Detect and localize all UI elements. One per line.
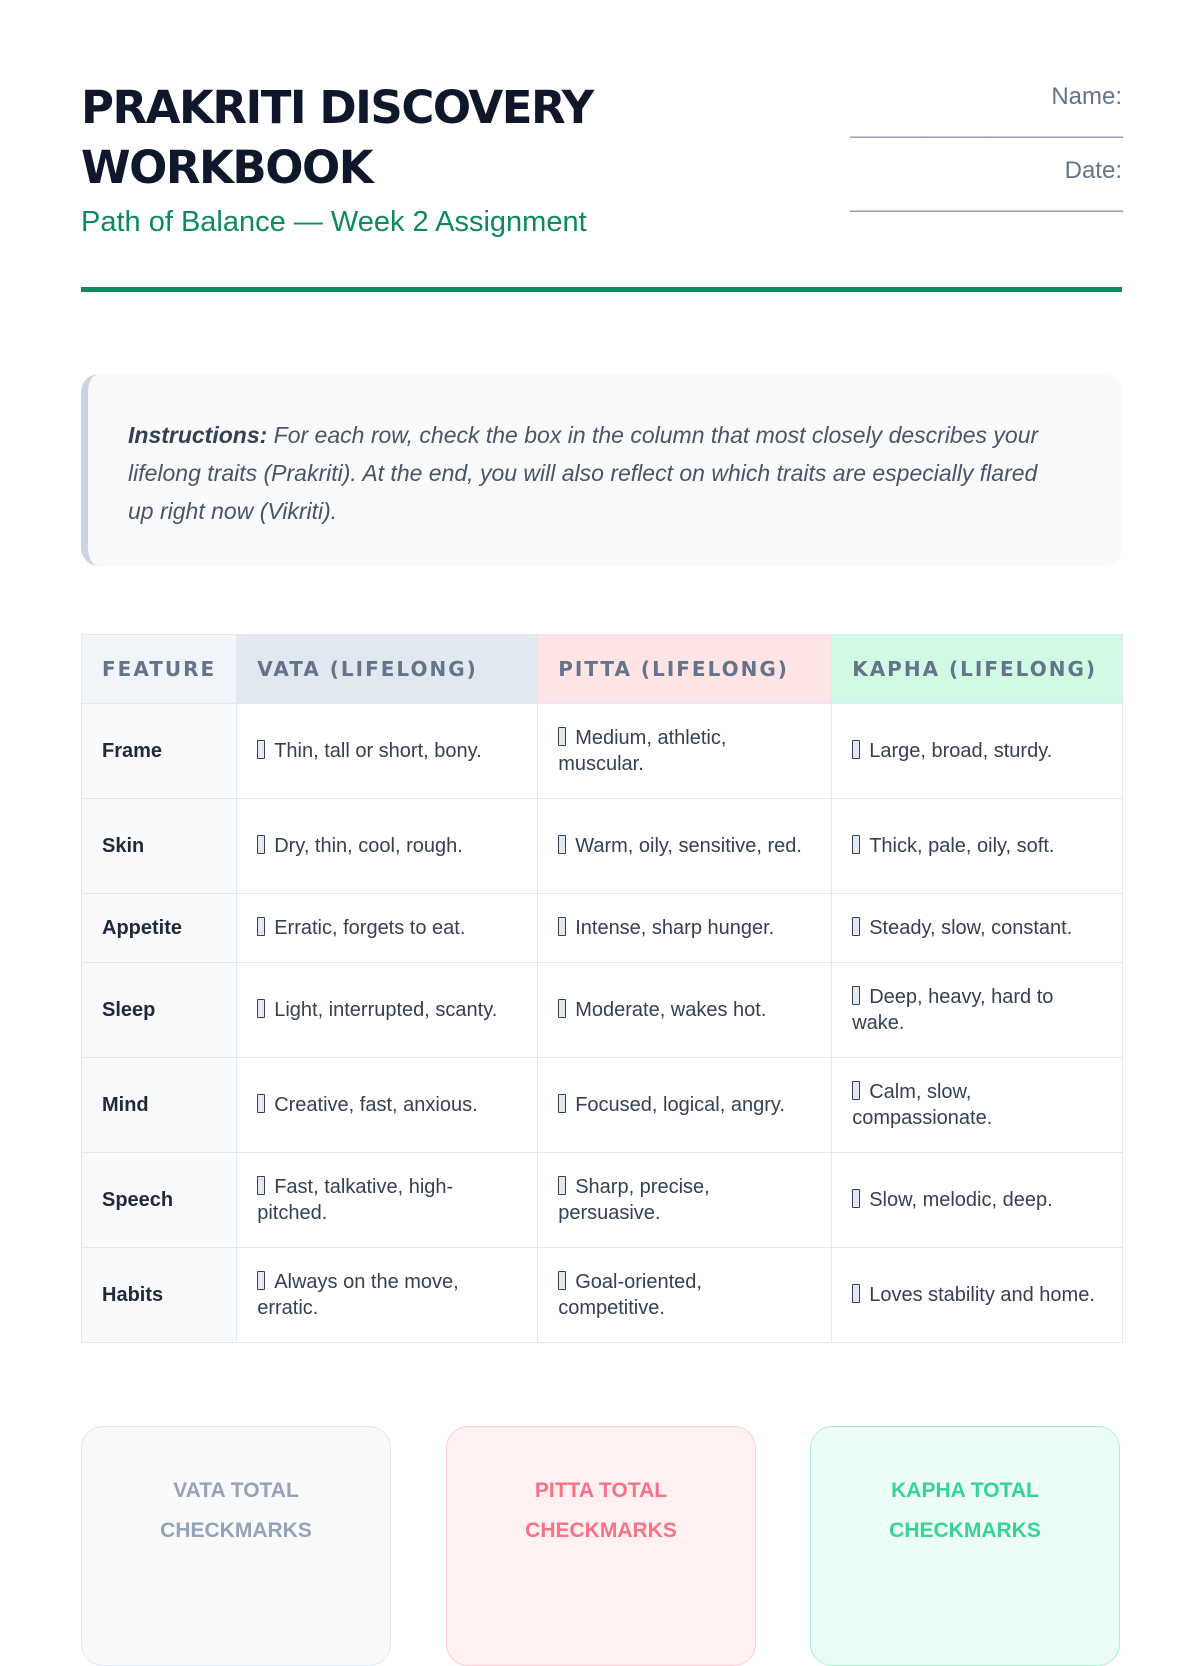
table-header-row xyxy=(82,635,1123,704)
kapha-cell xyxy=(832,1248,1123,1343)
trait-text: Deep, heavy, hard to wake. xyxy=(852,986,1054,1034)
trait-text: Steady, slow, constant. xyxy=(869,917,1073,939)
checkbox-icon[interactable] xyxy=(558,727,566,746)
trait-text: Loves stability and home. xyxy=(869,1284,1095,1306)
checkbox-icon[interactable] xyxy=(558,999,566,1018)
column-header-kapha: KAPHA (LIFELONG) xyxy=(832,635,1123,704)
checkbox-icon[interactable] xyxy=(852,986,860,1005)
trait-text: Slow, melodic, deep. xyxy=(869,1189,1053,1211)
kapha-cell xyxy=(832,1153,1123,1248)
trait-text: Sharp, precise, persuasive. xyxy=(558,1176,710,1224)
checkbox-icon[interactable] xyxy=(852,1081,860,1100)
vata-cell xyxy=(237,1058,538,1153)
pitta-total-label: PITTA TOTAL CHECKMARKS xyxy=(525,1479,677,1542)
trait-text: Thick, pale, oily, soft. xyxy=(869,835,1055,857)
vata-cell xyxy=(237,704,538,799)
kapha-total-label: KAPHA TOTAL CHECKMARKS xyxy=(889,1479,1041,1542)
instructions-text: For each row, check the box in the column that most closely describes your lifelong traits (Prakriti). At the end, you will also reflect on which traits are especially flared up right now (Vikriti). xyxy=(128,422,1039,524)
checkbox-icon[interactable] xyxy=(558,1271,566,1290)
kapha-cell xyxy=(832,1058,1123,1153)
pitta-cell xyxy=(538,963,832,1058)
checkbox-icon[interactable] xyxy=(257,917,265,936)
table-row xyxy=(82,1153,1123,1248)
name-field[interactable]: ______________________ xyxy=(850,112,1122,139)
page-subtitle: Path of Balance — Week 2 Assignment xyxy=(81,206,587,238)
checkbox-icon[interactable] xyxy=(257,835,265,854)
trait-text: Erratic, forgets to eat. xyxy=(274,917,466,939)
name-date-block xyxy=(850,78,1122,230)
table-row xyxy=(82,799,1123,894)
checkbox-icon[interactable] xyxy=(852,740,860,759)
table-row xyxy=(82,704,1123,799)
checkbox-icon[interactable] xyxy=(558,1094,566,1113)
column-header-vata: VATA (LIFELONG) xyxy=(237,635,538,704)
vata-total-label: VATA TOTAL CHECKMARKS xyxy=(160,1479,312,1542)
vata-cell xyxy=(237,799,538,894)
pitta-total-box[interactable] xyxy=(446,1426,756,1666)
worksheet-header xyxy=(81,78,1122,239)
table-row xyxy=(82,1248,1123,1343)
kapha-cell xyxy=(832,704,1123,799)
kapha-cell xyxy=(832,894,1123,963)
trait-text: Focused, logical, angry. xyxy=(575,1094,785,1116)
table-row xyxy=(82,1058,1123,1153)
trait-text: Always on the move, erratic. xyxy=(257,1271,459,1319)
checkbox-icon[interactable] xyxy=(257,1094,265,1113)
column-header-feature: FEATURE xyxy=(82,635,237,704)
trait-text: Fast, talkative, high-pitched. xyxy=(257,1176,454,1224)
instructions-box xyxy=(81,374,1122,566)
checkbox-icon[interactable] xyxy=(852,917,860,936)
trait-text: Warm, oily, sensitive, red. xyxy=(575,835,802,857)
trait-text: Intense, sharp hunger. xyxy=(575,917,775,939)
checkbox-icon[interactable] xyxy=(257,1271,265,1290)
pitta-cell xyxy=(538,799,832,894)
date-label: Date: xyxy=(1064,157,1122,184)
checkbox-icon[interactable] xyxy=(852,1189,860,1208)
checkbox-icon[interactable] xyxy=(257,1176,265,1195)
checkbox-icon[interactable] xyxy=(558,1176,566,1195)
instructions-lead: Instructions: xyxy=(128,422,268,448)
feature-cell: Sleep xyxy=(82,963,237,1058)
pitta-cell xyxy=(538,1153,832,1248)
pitta-cell xyxy=(538,704,832,799)
pitta-cell xyxy=(538,1248,832,1343)
feature-cell: Mind xyxy=(82,1058,237,1153)
feature-cell: Speech xyxy=(82,1153,237,1248)
name-label: Name: xyxy=(1051,83,1122,110)
checkbox-icon[interactable] xyxy=(257,740,265,759)
feature-cell: Appetite xyxy=(82,894,237,963)
trait-text: Calm, slow, compassionate. xyxy=(852,1081,993,1129)
feature-cell: Habits xyxy=(82,1248,237,1343)
column-header-pitta: PITTA (LIFELONG) xyxy=(538,635,832,704)
table-row xyxy=(82,894,1123,963)
trait-text: Moderate, wakes hot. xyxy=(575,999,767,1021)
page-title: PRAKRITI DISCOVERY WORKBOOK xyxy=(81,81,593,194)
kapha-cell xyxy=(832,799,1123,894)
vata-total-box[interactable] xyxy=(81,1426,391,1666)
pitta-cell xyxy=(538,1058,832,1153)
feature-cell: Frame xyxy=(82,704,237,799)
trait-text: Medium, athletic, muscular. xyxy=(558,727,727,775)
checkbox-icon[interactable] xyxy=(852,835,860,854)
checkbox-icon[interactable] xyxy=(558,917,566,936)
trait-text: Light, interrupted, scanty. xyxy=(274,999,498,1021)
trait-text: Dry, thin, cool, rough. xyxy=(274,835,463,857)
kapha-cell xyxy=(832,963,1123,1058)
kapha-total-box[interactable] xyxy=(810,1426,1120,1666)
vata-cell xyxy=(237,894,538,963)
trait-text: Creative, fast, anxious. xyxy=(274,1094,478,1116)
checkbox-icon[interactable] xyxy=(257,999,265,1018)
header-divider xyxy=(81,287,1122,292)
checkbox-icon[interactable] xyxy=(558,835,566,854)
trait-text: Thin, tall or short, bony. xyxy=(274,740,482,762)
date-field[interactable]: ______________________ xyxy=(850,186,1122,213)
vata-cell xyxy=(237,1248,538,1343)
trait-text: Goal-oriented, competitive. xyxy=(558,1271,702,1319)
traits-table xyxy=(81,634,1123,1343)
table-row xyxy=(82,963,1123,1058)
pitta-cell xyxy=(538,894,832,963)
vata-cell xyxy=(237,963,538,1058)
vata-cell xyxy=(237,1153,538,1248)
feature-cell: Skin xyxy=(82,799,237,894)
trait-text: Large, broad, sturdy. xyxy=(869,740,1053,762)
checkbox-icon[interactable] xyxy=(852,1284,860,1303)
